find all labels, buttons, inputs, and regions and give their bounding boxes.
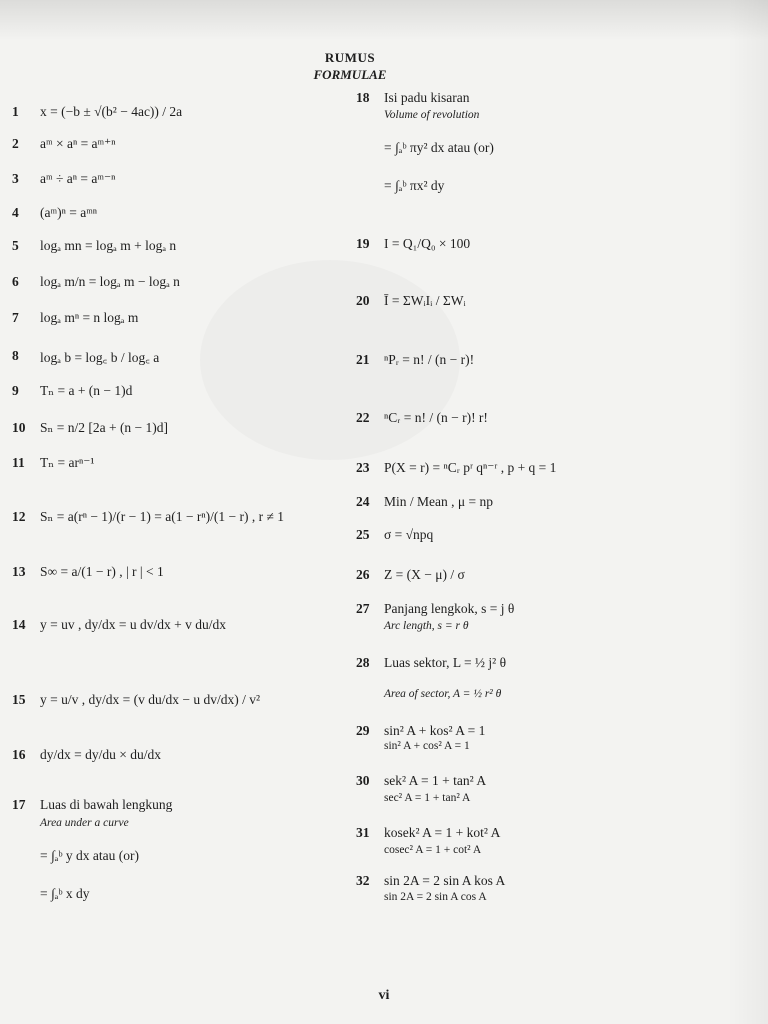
formula-expression: P(X = r) = ⁿCᵣ pʳ qⁿ⁻ʳ , p + q = 1 bbox=[384, 460, 557, 475]
formula-translation: cosec² A = 1 + cot² A bbox=[384, 844, 482, 856]
formula-number: 7 bbox=[12, 310, 19, 325]
formula-expression: logₐ b = log꜀ b / log꜀ a bbox=[40, 350, 160, 365]
formula-expression: dy/dx = dy/du × du/dx bbox=[40, 747, 161, 762]
formula-number: 8 bbox=[12, 348, 19, 363]
formula-expression: Tₙ = a + (n − 1)d bbox=[40, 383, 133, 398]
formula-number: 26 bbox=[356, 567, 370, 582]
page-title: RUMUS bbox=[324, 50, 376, 65]
formula-number: 19 bbox=[356, 236, 370, 251]
formula-expression: Panjang lengkok, s = j θ bbox=[384, 601, 515, 616]
formula-expression: Luas di bawah lengkung bbox=[40, 797, 173, 812]
formula-number: 14 bbox=[12, 617, 26, 632]
formula-number: 5 bbox=[12, 238, 19, 253]
formula-expression: logₐ m/n = logₐ m − logₐ n bbox=[40, 274, 180, 289]
formula-expression: y = uv , dy/dx = u dv/dx + v du/dx bbox=[40, 617, 226, 632]
formula-number: 22 bbox=[356, 410, 370, 425]
formula-translation: sin 2A = 2 sin A cos A bbox=[384, 891, 487, 903]
formula-number: 3 bbox=[12, 171, 19, 186]
formula-number: 28 bbox=[356, 655, 370, 670]
formula-number: 6 bbox=[12, 274, 19, 289]
page-edge-shade bbox=[728, 0, 768, 1024]
formula-expression: Z = (X − μ) / σ bbox=[384, 567, 465, 582]
formula-expression: Sₙ = a(rⁿ − 1)/(r − 1) = a(1 − rⁿ)/(1 − r) , r ≠ 1 bbox=[40, 509, 284, 524]
formula-number: 18 bbox=[356, 90, 370, 105]
formula-translation: sin² A + cos² A = 1 bbox=[384, 740, 470, 752]
formula-expression: sek² A = 1 + tan² A bbox=[384, 773, 487, 788]
formula-translation: Area of sector, A = ½ r² θ bbox=[384, 688, 502, 700]
formula-expression: ⁿCᵣ = n! / (n − r)! r! bbox=[384, 410, 488, 425]
formula-expression: I = Q₁/Q₀ × 100 bbox=[384, 236, 471, 251]
formula-expression: logₐ mn = logₐ m + logₐ n bbox=[40, 238, 177, 253]
formula-line: = ∫ₐᵇ πy² dx atau (or) bbox=[384, 140, 494, 155]
formula-expression: Ī = ΣWᵢIᵢ / ΣWᵢ bbox=[384, 293, 466, 308]
formula-number: 12 bbox=[12, 509, 26, 524]
formula-expression: Sₙ = n/2 [2a + (n − 1)d] bbox=[40, 420, 169, 435]
scan-shadow bbox=[0, 0, 768, 40]
formula-expression: sin² A + kos² A = 1 bbox=[384, 723, 486, 738]
formula-number: 9 bbox=[12, 383, 19, 398]
formula-expression: ⁿPᵣ = n! / (n − r)! bbox=[384, 352, 475, 367]
formula-number: 31 bbox=[356, 825, 370, 840]
formula-number: 21 bbox=[356, 352, 370, 367]
formula-expression: y = u/v , dy/dx = (v du/dx − u dv/dx) / v² bbox=[40, 692, 261, 707]
formula-expression: Luas sektor, L = ½ j² θ bbox=[384, 655, 507, 670]
formula-number: 27 bbox=[356, 601, 370, 616]
formula-number: 1 bbox=[12, 104, 19, 119]
formula-number: 32 bbox=[356, 873, 370, 888]
formula-expression: sin 2A = 2 sin A kos A bbox=[384, 873, 506, 888]
formula-expression: Tₙ = arⁿ⁻¹ bbox=[40, 455, 95, 470]
page-subtitle: FORMULAE bbox=[313, 67, 387, 82]
formula-number: 23 bbox=[356, 460, 370, 475]
formula-expression: S∞ = a/(1 − r) , | r | < 1 bbox=[40, 564, 164, 579]
formula-number: 11 bbox=[12, 455, 25, 470]
formula-number: 16 bbox=[12, 747, 26, 762]
formula-expression: x = (−b ± √(b² − 4ac)) / 2a bbox=[40, 104, 183, 119]
formula-number: 10 bbox=[12, 420, 26, 435]
formula-line: = ∫ₐᵇ x dy bbox=[40, 886, 90, 901]
formula-expression: kosek² A = 1 + kot² A bbox=[384, 825, 501, 840]
formula-number: 29 bbox=[356, 723, 370, 738]
formula-number: 4 bbox=[12, 205, 19, 220]
formula-number: 15 bbox=[12, 692, 26, 707]
formula-number: 30 bbox=[356, 773, 370, 788]
formula-line: = ∫ₐᵇ y dx atau (or) bbox=[40, 848, 140, 863]
formula-line: = ∫ₐᵇ πx² dy bbox=[384, 178, 445, 193]
formula-number: 2 bbox=[12, 136, 19, 151]
formula-expression: aᵐ × aⁿ = aᵐ⁺ⁿ bbox=[40, 136, 116, 151]
formula-expression: (aᵐ)ⁿ = aᵐⁿ bbox=[40, 205, 98, 220]
page-number: vi bbox=[378, 988, 390, 1003]
formula-expression: σ = √npq bbox=[384, 527, 434, 542]
formula-expression: Isi padu kisaran bbox=[384, 90, 470, 105]
formula-translation: Area under a curve bbox=[40, 817, 129, 829]
formula-translation: sec² A = 1 + tan² A bbox=[384, 792, 471, 804]
formula-number: 24 bbox=[356, 494, 370, 509]
formula-translation: Volume of revolution bbox=[384, 109, 480, 121]
formula-expression: logₐ mⁿ = n logₐ m bbox=[40, 310, 139, 325]
formula-number: 13 bbox=[12, 564, 26, 579]
formula-number: 20 bbox=[356, 293, 370, 308]
formula-expression: Min / Mean , μ = np bbox=[384, 494, 493, 509]
formula-number: 25 bbox=[356, 527, 370, 542]
formula-expression: aᵐ ÷ aⁿ = aᵐ⁻ⁿ bbox=[40, 171, 116, 186]
formula-number: 17 bbox=[12, 797, 26, 812]
formula-translation: Arc length, s = r θ bbox=[384, 620, 469, 632]
